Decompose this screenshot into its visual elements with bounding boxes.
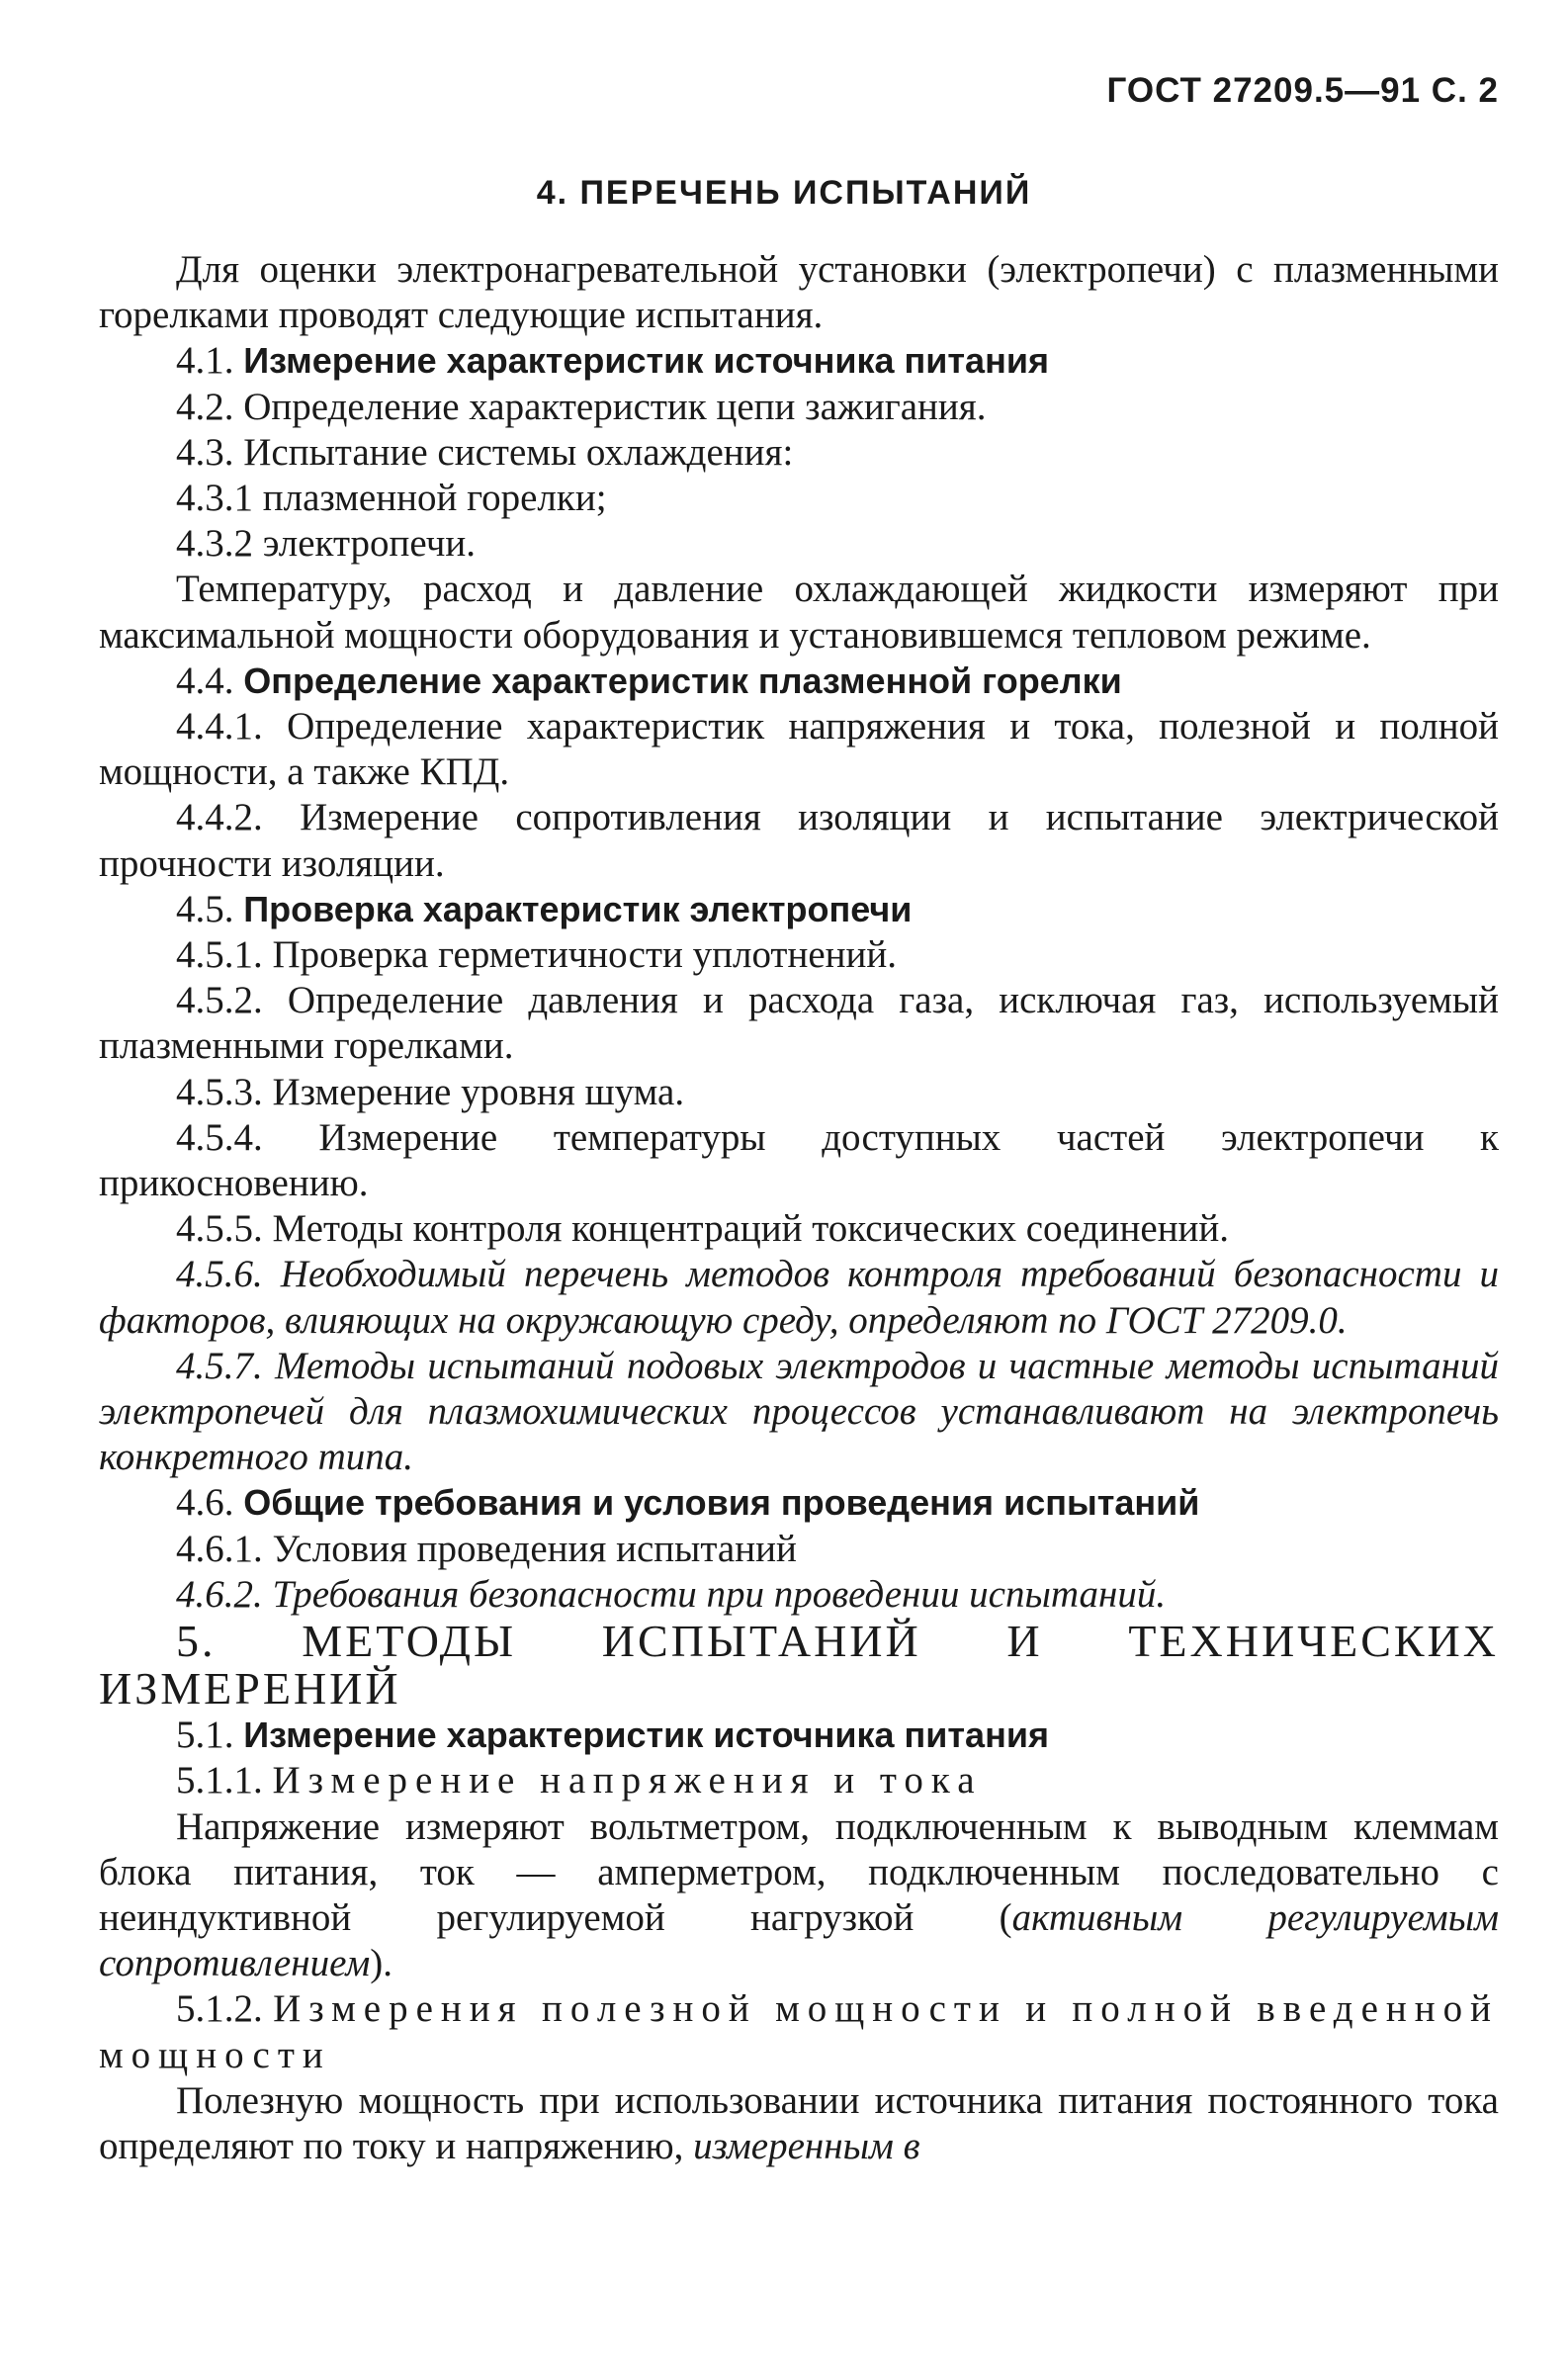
item-5-1-1 (99, 1758, 1499, 1803)
item-4-5-1: 4.5.1. Проверка герметичности уплотнений. (176, 933, 898, 977)
voltage-text: Напряжение измеряют вольтметром, подключенным к выводным клеммам блока питания, ток — амперметром, подключенным последовательно с неиндуктивной регулируемой нагрузкой ( (99, 1804, 1499, 1939)
item-5-1-title: Измерение характеристик источника питания (243, 1714, 1049, 1756)
item-4-5-number: 4.5. (176, 887, 234, 930)
item-5-1-1-number: 5.1.1. (176, 1759, 263, 1802)
item-5-1-1-title: Измерение напряжения и тока (272, 1759, 983, 1802)
power-paragraph (99, 2078, 1499, 2169)
item-4-5-6: 4.5.6. Необходимый перечень методов контроля требований безопасности и факторов, влияющих на окружающую среду, определяют по ГОСТ 27209.0. (99, 1253, 1499, 1342)
item-4-6-title: Общие требования и условия проведения испытаний (243, 1482, 1200, 1524)
section-4-title: 4. ПЕРЕЧЕНЬ ИСПЫТАНИЙ (536, 174, 1032, 212)
item-4-5-7: 4.5.7. Методы испытаний подовых электродов и частные методы испытаний электропечей для плазмохимических процессов устанавливают на электропечь конкретного типа. (99, 1344, 1499, 1479)
item-4-4-2: 4.4.2. Измерение сопротивления изоляции и испытание электрической прочности изоляции. (99, 796, 1499, 885)
item-4-6-2: 4.6.2. Требования безопасности при проведении испытаний. (176, 1572, 1167, 1616)
power-italic-text: измеренным в (693, 2124, 920, 2167)
voltage-italic-text: активным регулируемым сопротивлением (99, 1895, 1499, 1985)
item-4-5-title: Проверка характеристик электропечи (243, 888, 913, 929)
item-4-6-1: 4.6.1. Условия проведения испытаний (176, 1527, 797, 1570)
item-4-5-2: 4.5.2. Определение давления и расхода газа, исключая газ, используемый плазменными горелками. (99, 979, 1499, 1068)
item-4-6 (99, 1480, 1499, 1526)
item-4-3-1: 4.3.1 плазменной горелки; (176, 477, 607, 520)
item-4-5-3: 4.5.3. Измерение уровня шума. (176, 1070, 685, 1113)
item-4-3: 4.3. Испытание системы охлаждения: (176, 430, 794, 474)
item-5-1 (99, 1713, 1499, 1758)
item-5-1-2-number: 5.1.2. (176, 1987, 263, 2031)
page-header: ГОСТ 27209.5—91 С. 2 (1106, 71, 1499, 110)
item-4-4-title: Определение характеристик плазменной горелки (243, 659, 1122, 701)
section-5-title: 5. МЕТОДЫ ИСПЫТАНИЙ И ТЕХНИЧЕСКИХ ИЗМЕРЕНИЙ (99, 1616, 1499, 1714)
intro-paragraph: Для оценки электронагревательной установки (электропечи) с плазменными горелками проводят следующие испытания. (99, 248, 1499, 337)
item-4-4 (99, 659, 1499, 704)
item-4-1-number: 4.1. (176, 339, 234, 383)
document-body (99, 247, 1499, 2169)
voltage-paragraph (99, 1804, 1499, 1987)
temperature-paragraph: Температуру, расход и давление охлаждающей жидкости измеряют при максимальной мощности оборудования и установившемся тепловом режиме. (99, 568, 1499, 657)
item-4-4-1: 4.4.1. Определение характеристик напряжения и тока, полезной и полной мощности, а также КПД. (99, 705, 1499, 794)
item-5-1-2 (99, 1986, 1499, 2077)
item-4-5-4: 4.5.4. Измерение температуры доступных частей электропечи к прикосновению. (99, 1115, 1499, 1205)
item-5-1-2-title: Измерения полезной мощности и полной введенной мощности (99, 1987, 1500, 2076)
item-5-1-number: 5.1. (176, 1714, 234, 1757)
item-4-5 (99, 887, 1499, 932)
item-4-1-title: Измерение характеристик источника питания (243, 340, 1049, 382)
item-4-4-number: 4.4. (176, 659, 234, 702)
item-4-6-number: 4.6. (176, 1481, 234, 1525)
voltage-end: ). (370, 1942, 393, 1985)
item-4-1 (99, 338, 1499, 384)
power-text: Полезную мощность при использовании источника питания постоянного тока определяют по току и напряжению, (99, 2078, 1499, 2167)
item-4-3-2: 4.3.2 электропечи. (176, 522, 476, 566)
item-4-5-5: 4.5.5. Методы контроля концентраций токсических соединений. (176, 1207, 1230, 1251)
item-4-2: 4.2. Определение характеристик цепи зажигания. (176, 385, 987, 428)
